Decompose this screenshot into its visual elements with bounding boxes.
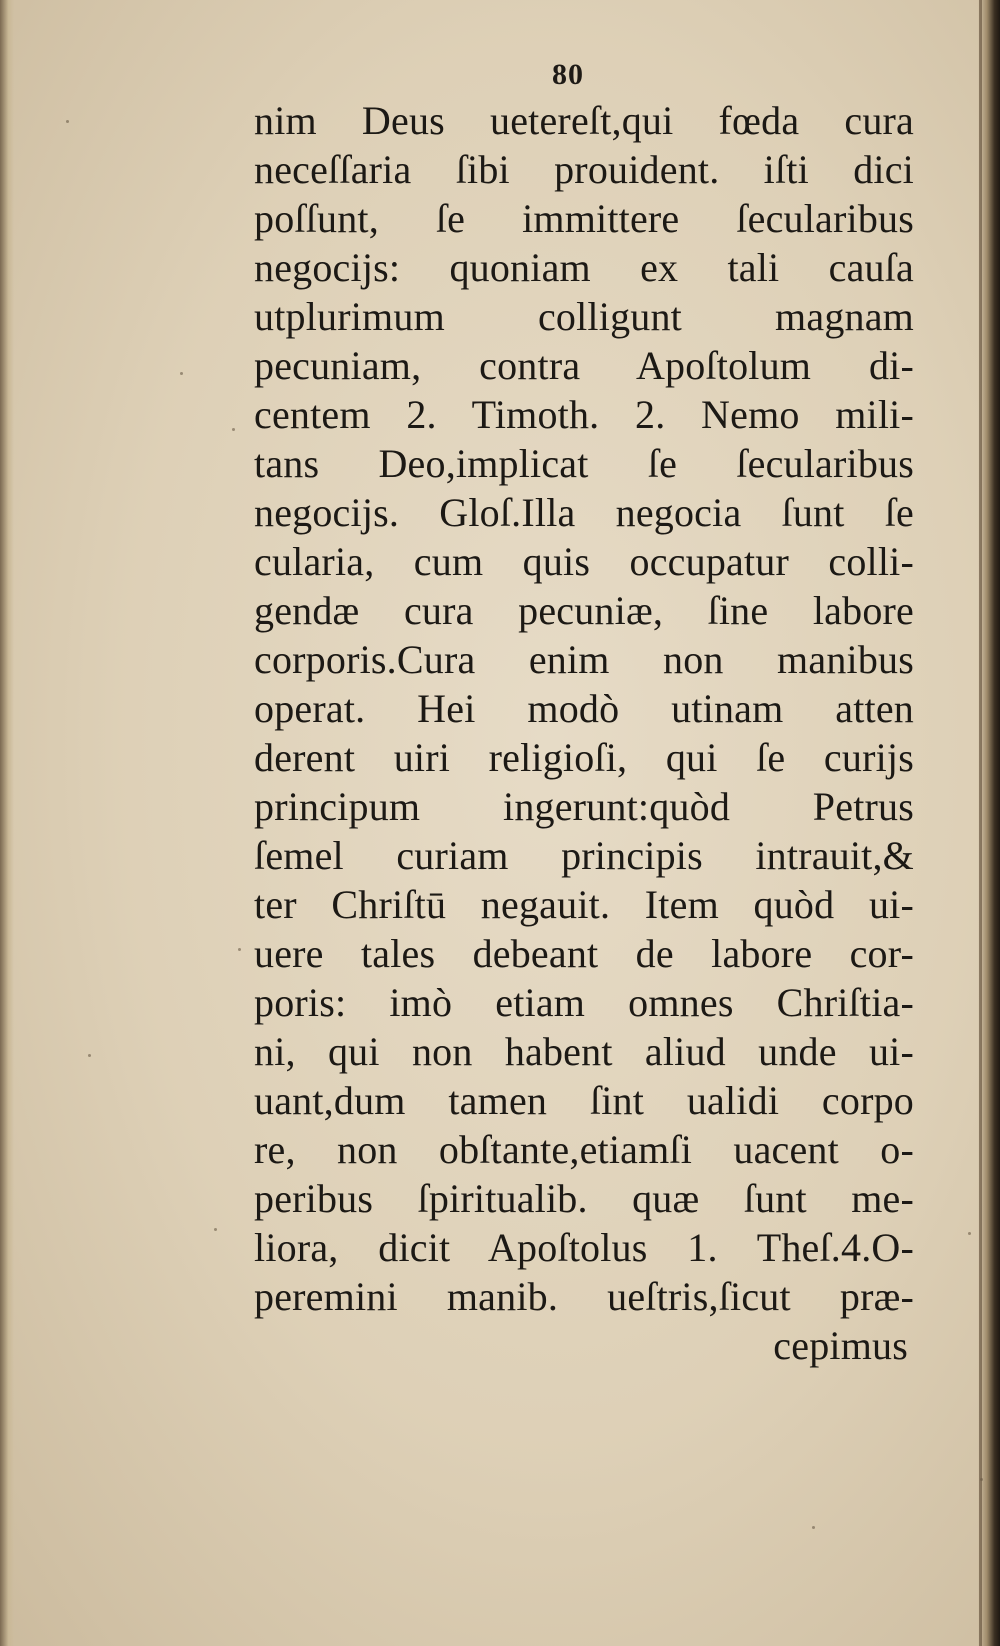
paper-speck [980,1478,983,1481]
text-line: peribus ſpiritualib. quæ ſunt me- [254,1176,914,1221]
text-line: ſemel curiam principis intrauit,& [254,833,914,878]
text-line: ter Chriſtū negauit. Item quòd ui- [254,882,914,927]
text-line: tans Deo,implicat ſe ſecularibus [254,441,914,486]
paper-speck [968,1232,971,1235]
text-line: pecuniam, contra Apoſtolum di- [254,343,914,388]
text-line: poſſunt, ſe immittere ſecularibus [254,196,914,241]
paper-speck [232,428,235,431]
text-line: re, non obſtante,etiamſi uacent o- [254,1127,914,1172]
paper-speck [88,1054,91,1057]
text-line: utplurimum colligunt magnam [254,294,914,339]
text-line: poris: imò etiam omnes Chriſtia- [254,980,914,1025]
page-edge-line [979,0,982,1646]
paper-speck [214,1228,217,1231]
page-gutter [0,0,14,1646]
paper-speck [66,120,69,123]
text-line: uant,dum tamen ſint ualidi corpo [254,1078,914,1123]
paper-speck [180,372,183,375]
text-line: derent uiri religioſi, qui ſe curijs [254,735,914,780]
text-line: ni, qui non habent aliud unde ui- [254,1029,914,1074]
text-line: centem 2. Timoth. 2. Nemo mili- [254,392,914,437]
text-line: peremini manib. ueſtris,ſicut præ- [254,1274,914,1319]
text-line: corporis.Cura enim non manibus [254,637,914,682]
text-line: negocijs: quoniam ex tali cauſa [254,245,914,290]
paper-speck [238,948,241,951]
text-line: operat. Hei modò utinam atten [254,686,914,731]
text-line: uere tales debeant de labore cor- [254,931,914,976]
text-line: negocijs. Gloſ.Illa negocia ſunt ſe [254,490,914,535]
text-line: principum ingerunt:quòd Petrus [254,784,914,829]
catchword: cepimus [773,1323,908,1368]
text-line: gendæ cura pecuniæ, ſine labore [254,588,914,633]
text-line: neceſſaria ſibi prouident. iſti dici [254,147,914,192]
text-line: nim Deus uetereſt,qui fœda cura [254,98,914,143]
paper-speck [812,1526,815,1529]
text-line: liora, dicit Apoſtolus 1. Theſ.4.O- [254,1225,914,1270]
text-line: cularia, cum quis occupatur colli- [254,539,914,584]
page-number: 80 [552,58,584,91]
text-block [254,96,914,1370]
